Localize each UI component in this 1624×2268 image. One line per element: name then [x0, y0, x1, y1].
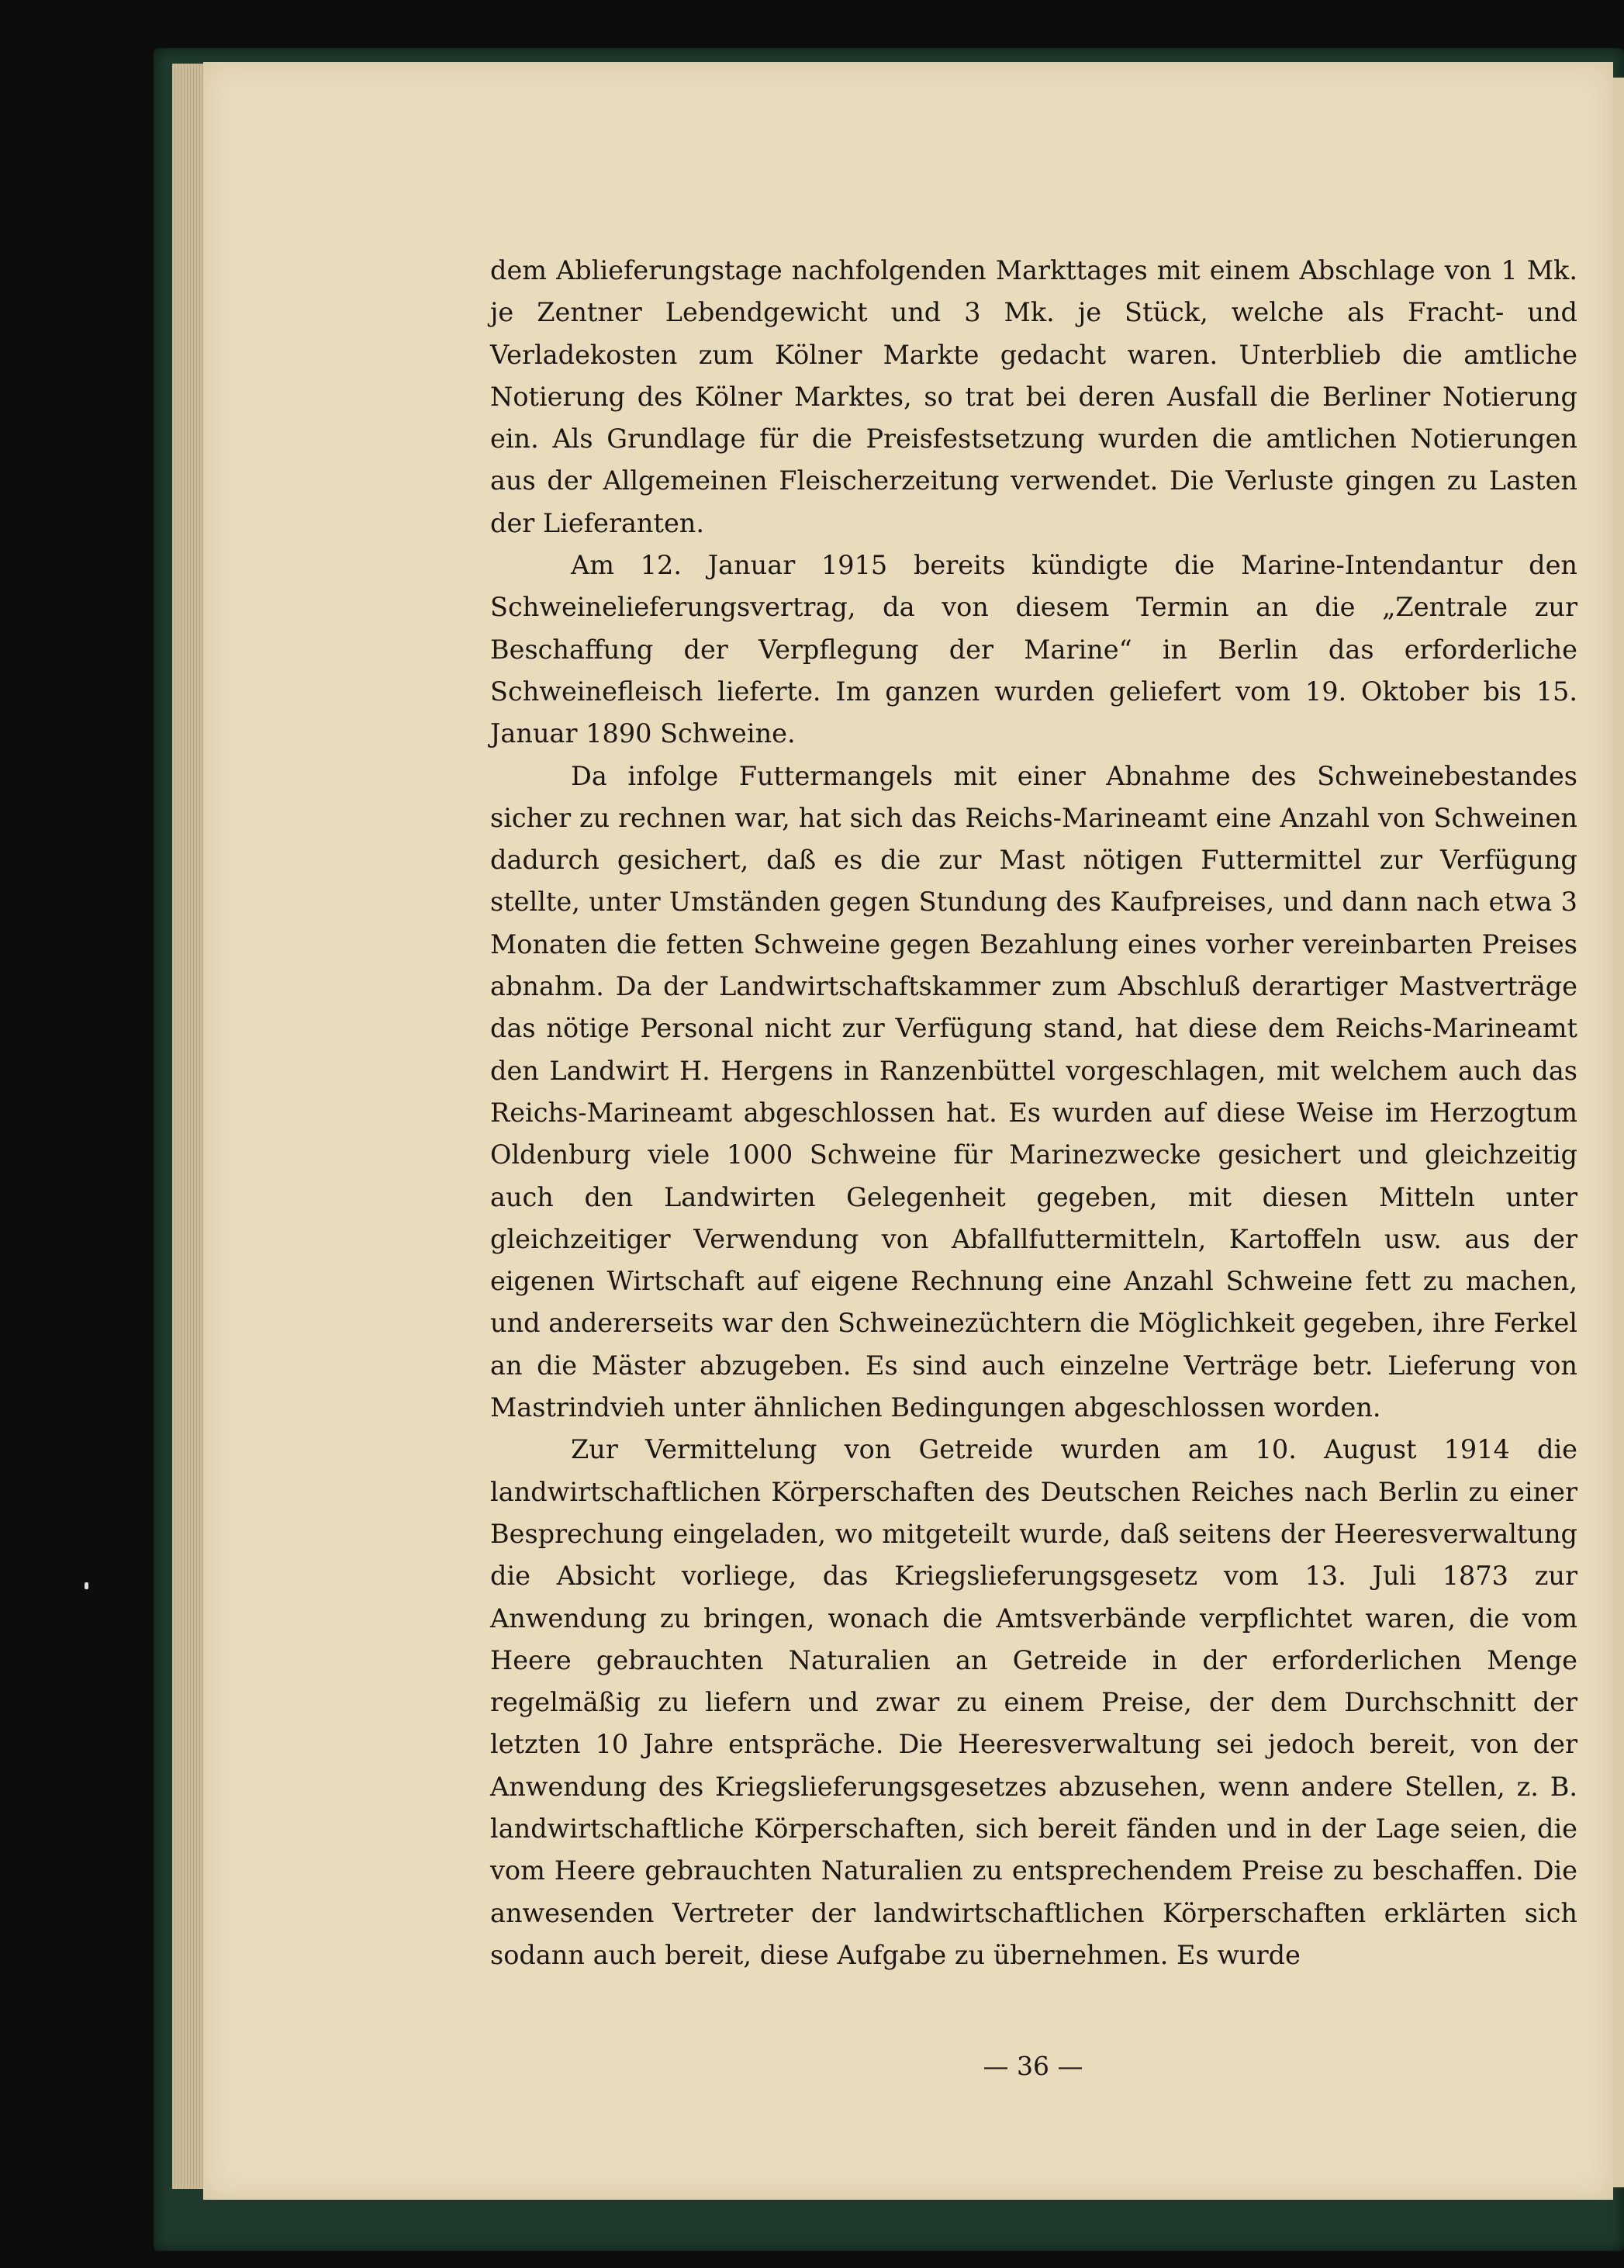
body-text — [490, 250, 1577, 1976]
paragraph: Zur Vermittelung von Getreide wurden am 10. August 1914 die landwirtschaftlichen Körperschaften des Deutschen Reiches nach Berlin zu einer Besprechung eingeladen, wo mitgeteilt wurde, daß seitens der Heeresverwaltung die Absicht vorliege, das Kriegslieferungsgesetz vom 13. Juli 1873 zur Anwendung zu bringen, wonach die Amtsverbände verpflichtet waren, die vom Heere gebrauchten Naturalien an Getreide in der erforderlichen Menge regelmäßig zu liefern und zwar zu einem Preise, der dem Durchschnitt der letzten 10 Jahre entspräche. Die Heeresverwaltung sei jedoch bereit, von der Anwendung des Kriegslieferungsgesetzes abzusehen, wenn andere Stellen, z. B. landwirtschaftliche Körperschaften, sich bereit fänden und in der Lage seien, die vom Heere gebrauchten Naturalien zu entsprechendem Preise zu beschaffen. Die anwesenden Vertreter der landwirtschaftlichen Körperschaften erklärten sich sodann auch bereit, diese Aufgabe zu übernehmen. Es wurde — [490, 1434, 1577, 1970]
paragraph: dem Ablieferungstage nachfolgenden Markttages mit einem Abschlage von 1 Mk. je Zentner Lebendgewicht und 3 Mk. je Stück, welche als Fracht- und Verladekosten zum Kölner Markte gedacht waren. Unterblieb die amtliche Notierung des Kölner Marktes, so trat bei deren Ausfall die Berliner Notierung ein. Als Grundlage für die Preisfestsetzung wurden die amtlichen Notierungen aus der Allgemeinen Fleischerzeitung verwendet. Die Verluste gingen zu Lasten der Lieferanten. — [490, 255, 1577, 538]
paragraph: Am 12. Januar 1915 bereits kündigte die Marine-Intendantur den Schweinelieferungsvertrag, da von diesem Termin an die „Zentrale zur Beschaffung der Verpflegung der Marine“ in Berlin das erforderliche Schweinefleisch lieferte. Im ganzen wurden geliefert vom 19. Oktober bis 15. Januar 1890 Schweine. — [490, 550, 1577, 749]
dust-speck — [85, 1582, 88, 1589]
page-number: — 36 — — [983, 2051, 1083, 2081]
paragraph: Da infolge Futtermangels mit einer Abnahme des Schweinebestandes sicher zu rechnen war, hat sich das Reichs-Marineamt eine Anzahl von Schweinen dadurch gesichert, daß es die zur Mast nötigen Futtermittel zur Verfügung stellte, unter Umständen gegen Stundung des Kaufpreises, und dann nach etwa 3 Monaten die fetten Schweine gegen Bezahlung eines vorher vereinbarten Preises abnahm. Da der Landwirtschaftskammer zum Abschluß derartiger Mastverträge das nötige Personal nicht zur Verfügung stand, hat diese dem Reichs-Marineamt den Landwirt H. Hergens in Ranzenbüttel vorgeschlagen, mit welchem auch das Reichs-Marineamt abgeschlossen hat. Es wurden auf diese Weise im Herzogtum Oldenburg viele 1000 Schweine für Marinezwecke gesichert und gleichzeitig auch den Landwirten Gelegenheit gegeben, mit diesen Mitteln unter gleichzeitiger Verwendung von Abfallfuttermitteln, Kartoffeln usw. aus der eigenen Wirtschaft auf eigene Rechnung eine Anzahl Schweine fett zu machen, und andererseits war den Schweinezüchtern die Möglichkeit gegeben, ihre Ferkel an die Mäster abzugeben. Es sind auch einzelne Verträge betr. Lieferung von Mastrindvieh unter ähnlichen Bedingungen abgeschlossen worden. — [490, 760, 1577, 1423]
